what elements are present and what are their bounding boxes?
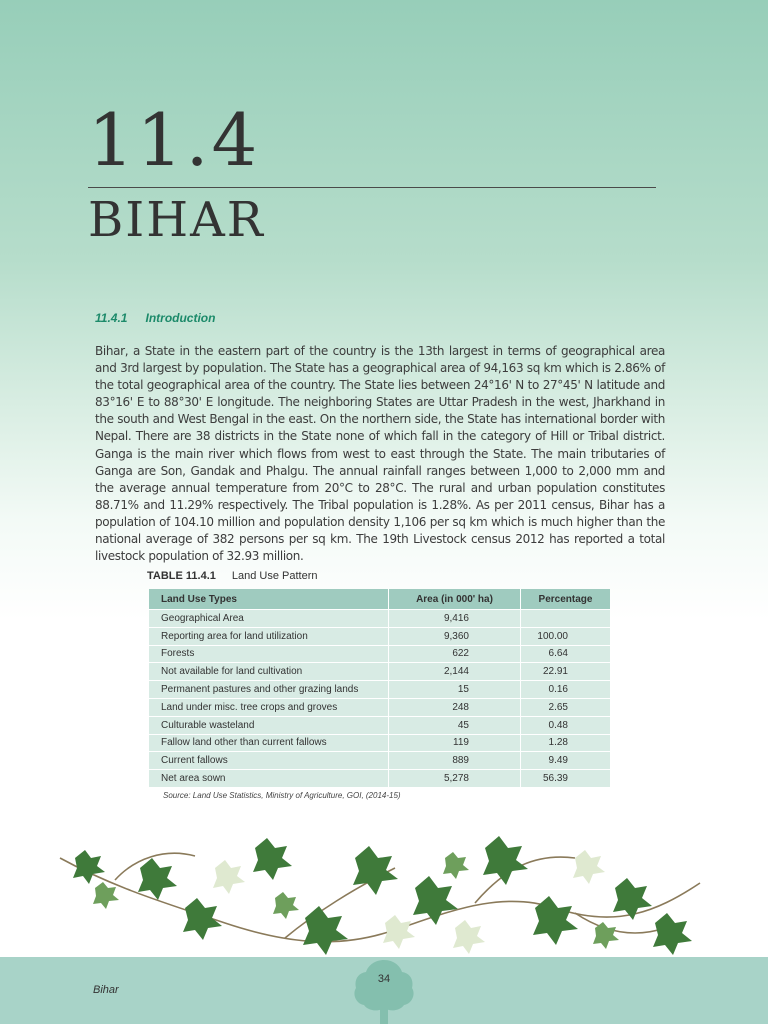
table-row	[149, 646, 610, 664]
land-use-type-cell: Net area sown	[149, 770, 389, 788]
land-use-type-cell: Not available for land cultivation	[149, 663, 389, 681]
table-row	[149, 770, 610, 788]
table-source-note: Source: Land Use Statistics, Ministry of Agriculture, GOI, (2014-15)	[163, 791, 401, 800]
section-title: Introduction	[145, 311, 216, 325]
header-area: Area (in 000' ha)	[389, 589, 521, 610]
land-use-table	[149, 589, 610, 788]
area-cell: 15	[389, 681, 521, 699]
table-row	[149, 610, 610, 628]
area-cell: 119	[389, 735, 521, 753]
table-row	[149, 628, 610, 646]
land-use-type-cell: Land under misc. tree crops and groves	[149, 699, 389, 717]
chapter-title: BIHAR	[88, 192, 265, 248]
footer-state-name: Bihar	[93, 984, 119, 996]
land-use-type-cell: Reporting area for land utilization	[149, 628, 389, 646]
percentage-cell: 2.65	[521, 699, 610, 717]
table-caption	[147, 570, 318, 582]
area-cell: 45	[389, 717, 521, 735]
table-title: Land Use Pattern	[231, 570, 318, 582]
percentage-cell: 6.64	[521, 646, 610, 664]
title-divider	[88, 187, 656, 188]
land-use-type-cell: Fallow land other than current fallows	[149, 735, 389, 753]
area-cell: 2,144	[389, 663, 521, 681]
land-use-type-cell: Geographical Area	[149, 610, 389, 628]
ivy-vine-illustration	[55, 828, 705, 960]
chapter-number: 11.4	[88, 98, 261, 182]
area-cell: 889	[389, 752, 521, 770]
percentage-cell: 1.28	[521, 735, 610, 753]
section-heading	[95, 311, 215, 325]
table-row	[149, 663, 610, 681]
table-header-row	[149, 589, 610, 610]
header-land-use-types: Land Use Types	[149, 589, 389, 610]
section-number: 11.4.1	[95, 311, 128, 325]
area-cell: 5,278	[389, 770, 521, 788]
table-row	[149, 681, 610, 699]
percentage-cell	[521, 610, 610, 628]
table-row	[149, 735, 610, 753]
page-number: 34	[377, 973, 391, 985]
land-use-type-cell: Current fallows	[149, 752, 389, 770]
land-use-type-cell: Forests	[149, 646, 389, 664]
area-cell: 248	[389, 699, 521, 717]
area-cell: 622	[389, 646, 521, 664]
table-row	[149, 752, 610, 770]
percentage-cell: 100.00	[521, 628, 610, 646]
land-use-type-cell: Culturable wasteland	[149, 717, 389, 735]
percentage-cell: 56.39	[521, 770, 610, 788]
percentage-cell: 0.48	[521, 717, 610, 735]
table-label: TABLE 11.4.1	[147, 570, 216, 582]
percentage-cell: 0.16	[521, 681, 610, 699]
percentage-cell: 9.49	[521, 752, 610, 770]
table-row	[149, 717, 610, 735]
land-use-type-cell: Permanent pastures and other grazing lands	[149, 681, 389, 699]
tree-icon	[350, 958, 418, 1024]
percentage-cell: 22.91	[521, 663, 610, 681]
intro-paragraph: Bihar, a State in the eastern part of the country is the 13th largest in terms of geographical area and 3rd largest by population. The State has a geographical area of 94,163 sq km which is 2.86% of the total geographical area of the country. The State lies between 24°16' N to 27°45' N latitude and 83°16' E to 88°30' E longitude. The neighboring States are Uttar Pradesh in the west, Jharkhand in the south and West Bengal in the east. On the northern side, the State has international border with Nepal. There are 38 districts in the State none of which fall in the category of Hill or Tribal district. Ganga is the main river which flows from west to east through the State. The main tributaries of Ganga are Son, Gandak and Phalgu. The annual rainfall ranges between 1,000 to 2,000 mm and the average annual temperature from 20°C to 28°C. The rural and urban population constitutes 88.71% and 11.29% respectively. The Tribal population is 1.28%. As per 2011 census, Bihar has a population of 104.10 million and population density 1,106 per sq km which is much higher than the national average of 382 persons per sq km. The 19th Livestock census 2012 has reported a total livestock population of 32.93 million.	[95, 344, 665, 564]
header-percentage: Percentage	[521, 589, 610, 610]
area-cell: 9,360	[389, 628, 521, 646]
table-row	[149, 699, 610, 717]
area-cell: 9,416	[389, 610, 521, 628]
